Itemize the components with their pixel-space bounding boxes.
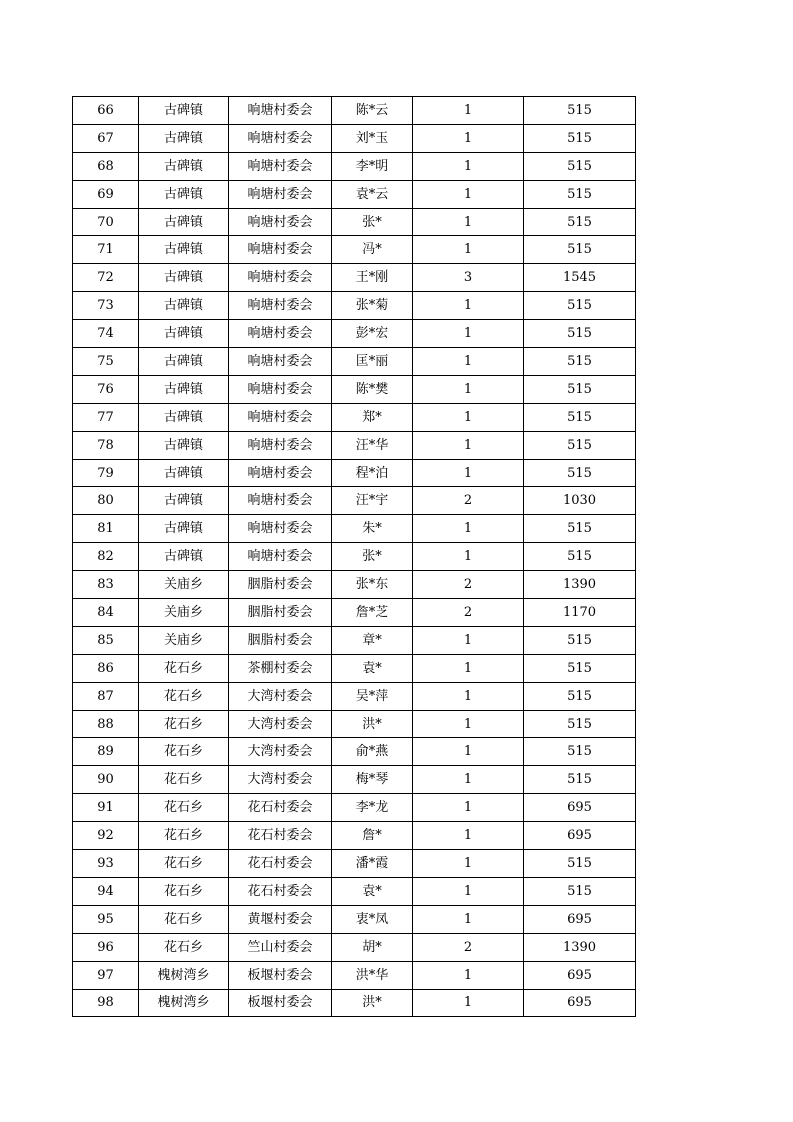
amount-cell: 515	[524, 682, 636, 710]
amount-cell: 515	[524, 654, 636, 682]
village-cell: 响塘村委会	[229, 264, 332, 292]
table-row	[73, 487, 636, 515]
town-cell: 古碑镇	[139, 97, 229, 125]
amount-cell: 515	[524, 208, 636, 236]
table-row	[73, 124, 636, 152]
row-number-cell: 84	[73, 599, 139, 627]
name-cell: 匡*丽	[332, 348, 413, 376]
village-cell: 花石村委会	[229, 794, 332, 822]
town-cell: 花石乡	[139, 822, 229, 850]
row-number-cell: 79	[73, 459, 139, 487]
amount-cell: 515	[524, 459, 636, 487]
count-cell: 1	[413, 152, 524, 180]
name-cell: 郑*	[332, 403, 413, 431]
town-cell: 古碑镇	[139, 264, 229, 292]
name-cell: 詹*	[332, 822, 413, 850]
town-cell: 古碑镇	[139, 152, 229, 180]
town-cell: 槐树湾乡	[139, 989, 229, 1017]
count-cell: 3	[413, 264, 524, 292]
count-cell: 1	[413, 180, 524, 208]
count-cell: 1	[413, 766, 524, 794]
name-cell: 詹*芝	[332, 599, 413, 627]
name-cell: 汪*华	[332, 431, 413, 459]
village-cell: 响塘村委会	[229, 515, 332, 543]
amount-cell: 515	[524, 97, 636, 125]
town-cell: 古碑镇	[139, 459, 229, 487]
village-cell: 响塘村委会	[229, 152, 332, 180]
table-row	[73, 403, 636, 431]
village-cell: 竺山村委会	[229, 933, 332, 961]
village-cell: 花石村委会	[229, 850, 332, 878]
name-cell: 李*明	[332, 152, 413, 180]
town-cell: 关庙乡	[139, 626, 229, 654]
town-cell: 花石乡	[139, 905, 229, 933]
row-number-cell: 69	[73, 180, 139, 208]
row-number-cell: 95	[73, 905, 139, 933]
amount-cell: 515	[524, 180, 636, 208]
name-cell: 汪*宇	[332, 487, 413, 515]
name-cell: 袁*	[332, 877, 413, 905]
row-number-cell: 98	[73, 989, 139, 1017]
town-cell: 古碑镇	[139, 124, 229, 152]
count-cell: 1	[413, 905, 524, 933]
village-cell: 响塘村委会	[229, 180, 332, 208]
name-cell: 洪*	[332, 989, 413, 1017]
amount-cell: 515	[524, 152, 636, 180]
name-cell: 冯*	[332, 236, 413, 264]
name-cell: 刘*玉	[332, 124, 413, 152]
count-cell: 1	[413, 208, 524, 236]
town-cell: 古碑镇	[139, 543, 229, 571]
table-row	[73, 292, 636, 320]
count-cell: 1	[413, 850, 524, 878]
table-row	[73, 208, 636, 236]
row-number-cell: 71	[73, 236, 139, 264]
town-cell: 古碑镇	[139, 515, 229, 543]
village-cell: 板堰村委会	[229, 961, 332, 989]
village-cell: 响塘村委会	[229, 375, 332, 403]
name-cell: 衷*凤	[332, 905, 413, 933]
town-cell: 花石乡	[139, 766, 229, 794]
name-cell: 袁*云	[332, 180, 413, 208]
village-cell: 响塘村委会	[229, 292, 332, 320]
count-cell: 1	[413, 459, 524, 487]
table-row	[73, 180, 636, 208]
village-cell: 大湾村委会	[229, 710, 332, 738]
row-number-cell: 89	[73, 738, 139, 766]
town-cell: 关庙乡	[139, 571, 229, 599]
name-cell: 张*菊	[332, 292, 413, 320]
table-row	[73, 877, 636, 905]
table-row	[73, 515, 636, 543]
name-cell: 章*	[332, 626, 413, 654]
amount-cell: 515	[524, 348, 636, 376]
name-cell: 袁*	[332, 654, 413, 682]
row-number-cell: 75	[73, 348, 139, 376]
count-cell: 1	[413, 626, 524, 654]
table-row	[73, 320, 636, 348]
village-cell: 响塘村委会	[229, 124, 332, 152]
town-cell: 古碑镇	[139, 292, 229, 320]
town-cell: 花石乡	[139, 710, 229, 738]
amount-cell: 1030	[524, 487, 636, 515]
village-cell: 响塘村委会	[229, 208, 332, 236]
village-cell: 黄堰村委会	[229, 905, 332, 933]
town-cell: 花石乡	[139, 794, 229, 822]
table-row	[73, 822, 636, 850]
count-cell: 1	[413, 654, 524, 682]
village-cell: 花石村委会	[229, 877, 332, 905]
count-cell: 1	[413, 710, 524, 738]
name-cell: 李*龙	[332, 794, 413, 822]
count-cell: 1	[413, 320, 524, 348]
row-number-cell: 67	[73, 124, 139, 152]
amount-cell: 515	[524, 766, 636, 794]
count-cell: 1	[413, 738, 524, 766]
amount-cell: 515	[524, 850, 636, 878]
amount-cell: 515	[524, 320, 636, 348]
town-cell: 槐树湾乡	[139, 961, 229, 989]
row-number-cell: 70	[73, 208, 139, 236]
count-cell: 1	[413, 292, 524, 320]
village-cell: 响塘村委会	[229, 348, 332, 376]
amount-cell: 1390	[524, 571, 636, 599]
row-number-cell: 66	[73, 97, 139, 125]
row-number-cell: 72	[73, 264, 139, 292]
village-cell: 响塘村委会	[229, 97, 332, 125]
amount-cell: 515	[524, 431, 636, 459]
table-row	[73, 933, 636, 961]
village-cell: 响塘村委会	[229, 487, 332, 515]
name-cell: 王*刚	[332, 264, 413, 292]
village-cell: 花石村委会	[229, 822, 332, 850]
village-cell: 响塘村委会	[229, 431, 332, 459]
row-number-cell: 94	[73, 877, 139, 905]
table-row	[73, 97, 636, 125]
row-number-cell: 80	[73, 487, 139, 515]
village-cell: 板堰村委会	[229, 989, 332, 1017]
count-cell: 1	[413, 236, 524, 264]
table-body	[73, 97, 636, 1017]
amount-cell: 515	[524, 543, 636, 571]
amount-cell: 515	[524, 403, 636, 431]
village-cell: 大湾村委会	[229, 682, 332, 710]
count-cell: 1	[413, 515, 524, 543]
count-cell: 1	[413, 431, 524, 459]
amount-cell: 1390	[524, 933, 636, 961]
name-cell: 陈*樊	[332, 375, 413, 403]
table-row	[73, 794, 636, 822]
town-cell: 古碑镇	[139, 431, 229, 459]
row-number-cell: 83	[73, 571, 139, 599]
table-row	[73, 738, 636, 766]
table-row	[73, 236, 636, 264]
count-cell: 2	[413, 571, 524, 599]
count-cell: 1	[413, 794, 524, 822]
table-row	[73, 961, 636, 989]
village-cell: 大湾村委会	[229, 766, 332, 794]
amount-cell: 515	[524, 626, 636, 654]
data-table	[72, 96, 636, 1017]
amount-cell: 695	[524, 822, 636, 850]
count-cell: 1	[413, 543, 524, 571]
row-number-cell: 73	[73, 292, 139, 320]
table-row	[73, 710, 636, 738]
row-number-cell: 77	[73, 403, 139, 431]
row-number-cell: 85	[73, 626, 139, 654]
name-cell: 洪*	[332, 710, 413, 738]
table-row	[73, 766, 636, 794]
village-cell: 茶棚村委会	[229, 654, 332, 682]
amount-cell: 1545	[524, 264, 636, 292]
row-number-cell: 68	[73, 152, 139, 180]
village-cell: 胭脂村委会	[229, 571, 332, 599]
town-cell: 古碑镇	[139, 403, 229, 431]
count-cell: 1	[413, 989, 524, 1017]
table-row	[73, 626, 636, 654]
village-cell: 响塘村委会	[229, 543, 332, 571]
name-cell: 胡*	[332, 933, 413, 961]
village-cell: 胭脂村委会	[229, 599, 332, 627]
town-cell: 花石乡	[139, 850, 229, 878]
row-number-cell: 97	[73, 961, 139, 989]
row-number-cell: 96	[73, 933, 139, 961]
name-cell: 俞*燕	[332, 738, 413, 766]
village-cell: 响塘村委会	[229, 403, 332, 431]
count-cell: 1	[413, 682, 524, 710]
count-cell: 1	[413, 961, 524, 989]
amount-cell: 695	[524, 794, 636, 822]
table-row	[73, 431, 636, 459]
name-cell: 程*泊	[332, 459, 413, 487]
count-cell: 1	[413, 877, 524, 905]
table-row	[73, 654, 636, 682]
amount-cell: 515	[524, 292, 636, 320]
town-cell: 古碑镇	[139, 375, 229, 403]
amount-cell: 515	[524, 124, 636, 152]
village-cell: 大湾村委会	[229, 738, 332, 766]
amount-cell: 515	[524, 236, 636, 264]
amount-cell: 695	[524, 961, 636, 989]
table-row	[73, 850, 636, 878]
name-cell: 潘*霞	[332, 850, 413, 878]
village-cell: 响塘村委会	[229, 320, 332, 348]
amount-cell: 515	[524, 515, 636, 543]
town-cell: 关庙乡	[139, 599, 229, 627]
row-number-cell: 88	[73, 710, 139, 738]
row-number-cell: 93	[73, 850, 139, 878]
name-cell: 张*东	[332, 571, 413, 599]
row-number-cell: 87	[73, 682, 139, 710]
count-cell: 2	[413, 599, 524, 627]
count-cell: 1	[413, 403, 524, 431]
table-row	[73, 152, 636, 180]
count-cell: 1	[413, 822, 524, 850]
count-cell: 2	[413, 487, 524, 515]
table-row	[73, 348, 636, 376]
amount-cell: 515	[524, 375, 636, 403]
row-number-cell: 81	[73, 515, 139, 543]
village-cell: 响塘村委会	[229, 236, 332, 264]
count-cell: 1	[413, 97, 524, 125]
town-cell: 花石乡	[139, 738, 229, 766]
town-cell: 古碑镇	[139, 208, 229, 236]
count-cell: 2	[413, 933, 524, 961]
count-cell: 1	[413, 375, 524, 403]
count-cell: 1	[413, 124, 524, 152]
town-cell: 古碑镇	[139, 348, 229, 376]
amount-cell: 515	[524, 710, 636, 738]
town-cell: 花石乡	[139, 877, 229, 905]
name-cell: 梅*琴	[332, 766, 413, 794]
name-cell: 张*	[332, 208, 413, 236]
name-cell: 洪*华	[332, 961, 413, 989]
town-cell: 古碑镇	[139, 487, 229, 515]
row-number-cell: 82	[73, 543, 139, 571]
amount-cell: 695	[524, 905, 636, 933]
town-cell: 古碑镇	[139, 236, 229, 264]
amount-cell: 695	[524, 989, 636, 1017]
amount-cell: 515	[524, 877, 636, 905]
table-row	[73, 264, 636, 292]
row-number-cell: 76	[73, 375, 139, 403]
row-number-cell: 90	[73, 766, 139, 794]
count-cell: 1	[413, 348, 524, 376]
table-row	[73, 905, 636, 933]
row-number-cell: 86	[73, 654, 139, 682]
town-cell: 古碑镇	[139, 180, 229, 208]
table-row	[73, 571, 636, 599]
table-row	[73, 599, 636, 627]
name-cell: 陈*云	[332, 97, 413, 125]
name-cell: 吴*萍	[332, 682, 413, 710]
name-cell: 张*	[332, 543, 413, 571]
amount-cell: 1170	[524, 599, 636, 627]
village-cell: 响塘村委会	[229, 459, 332, 487]
name-cell: 朱*	[332, 515, 413, 543]
table-row	[73, 375, 636, 403]
town-cell: 古碑镇	[139, 320, 229, 348]
row-number-cell: 92	[73, 822, 139, 850]
table-row	[73, 459, 636, 487]
table-row	[73, 682, 636, 710]
row-number-cell: 74	[73, 320, 139, 348]
amount-cell: 515	[524, 738, 636, 766]
row-number-cell: 91	[73, 794, 139, 822]
town-cell: 花石乡	[139, 654, 229, 682]
table-row	[73, 989, 636, 1017]
row-number-cell: 78	[73, 431, 139, 459]
village-cell: 胭脂村委会	[229, 626, 332, 654]
town-cell: 花石乡	[139, 933, 229, 961]
name-cell: 彭*宏	[332, 320, 413, 348]
table-row	[73, 543, 636, 571]
town-cell: 花石乡	[139, 682, 229, 710]
